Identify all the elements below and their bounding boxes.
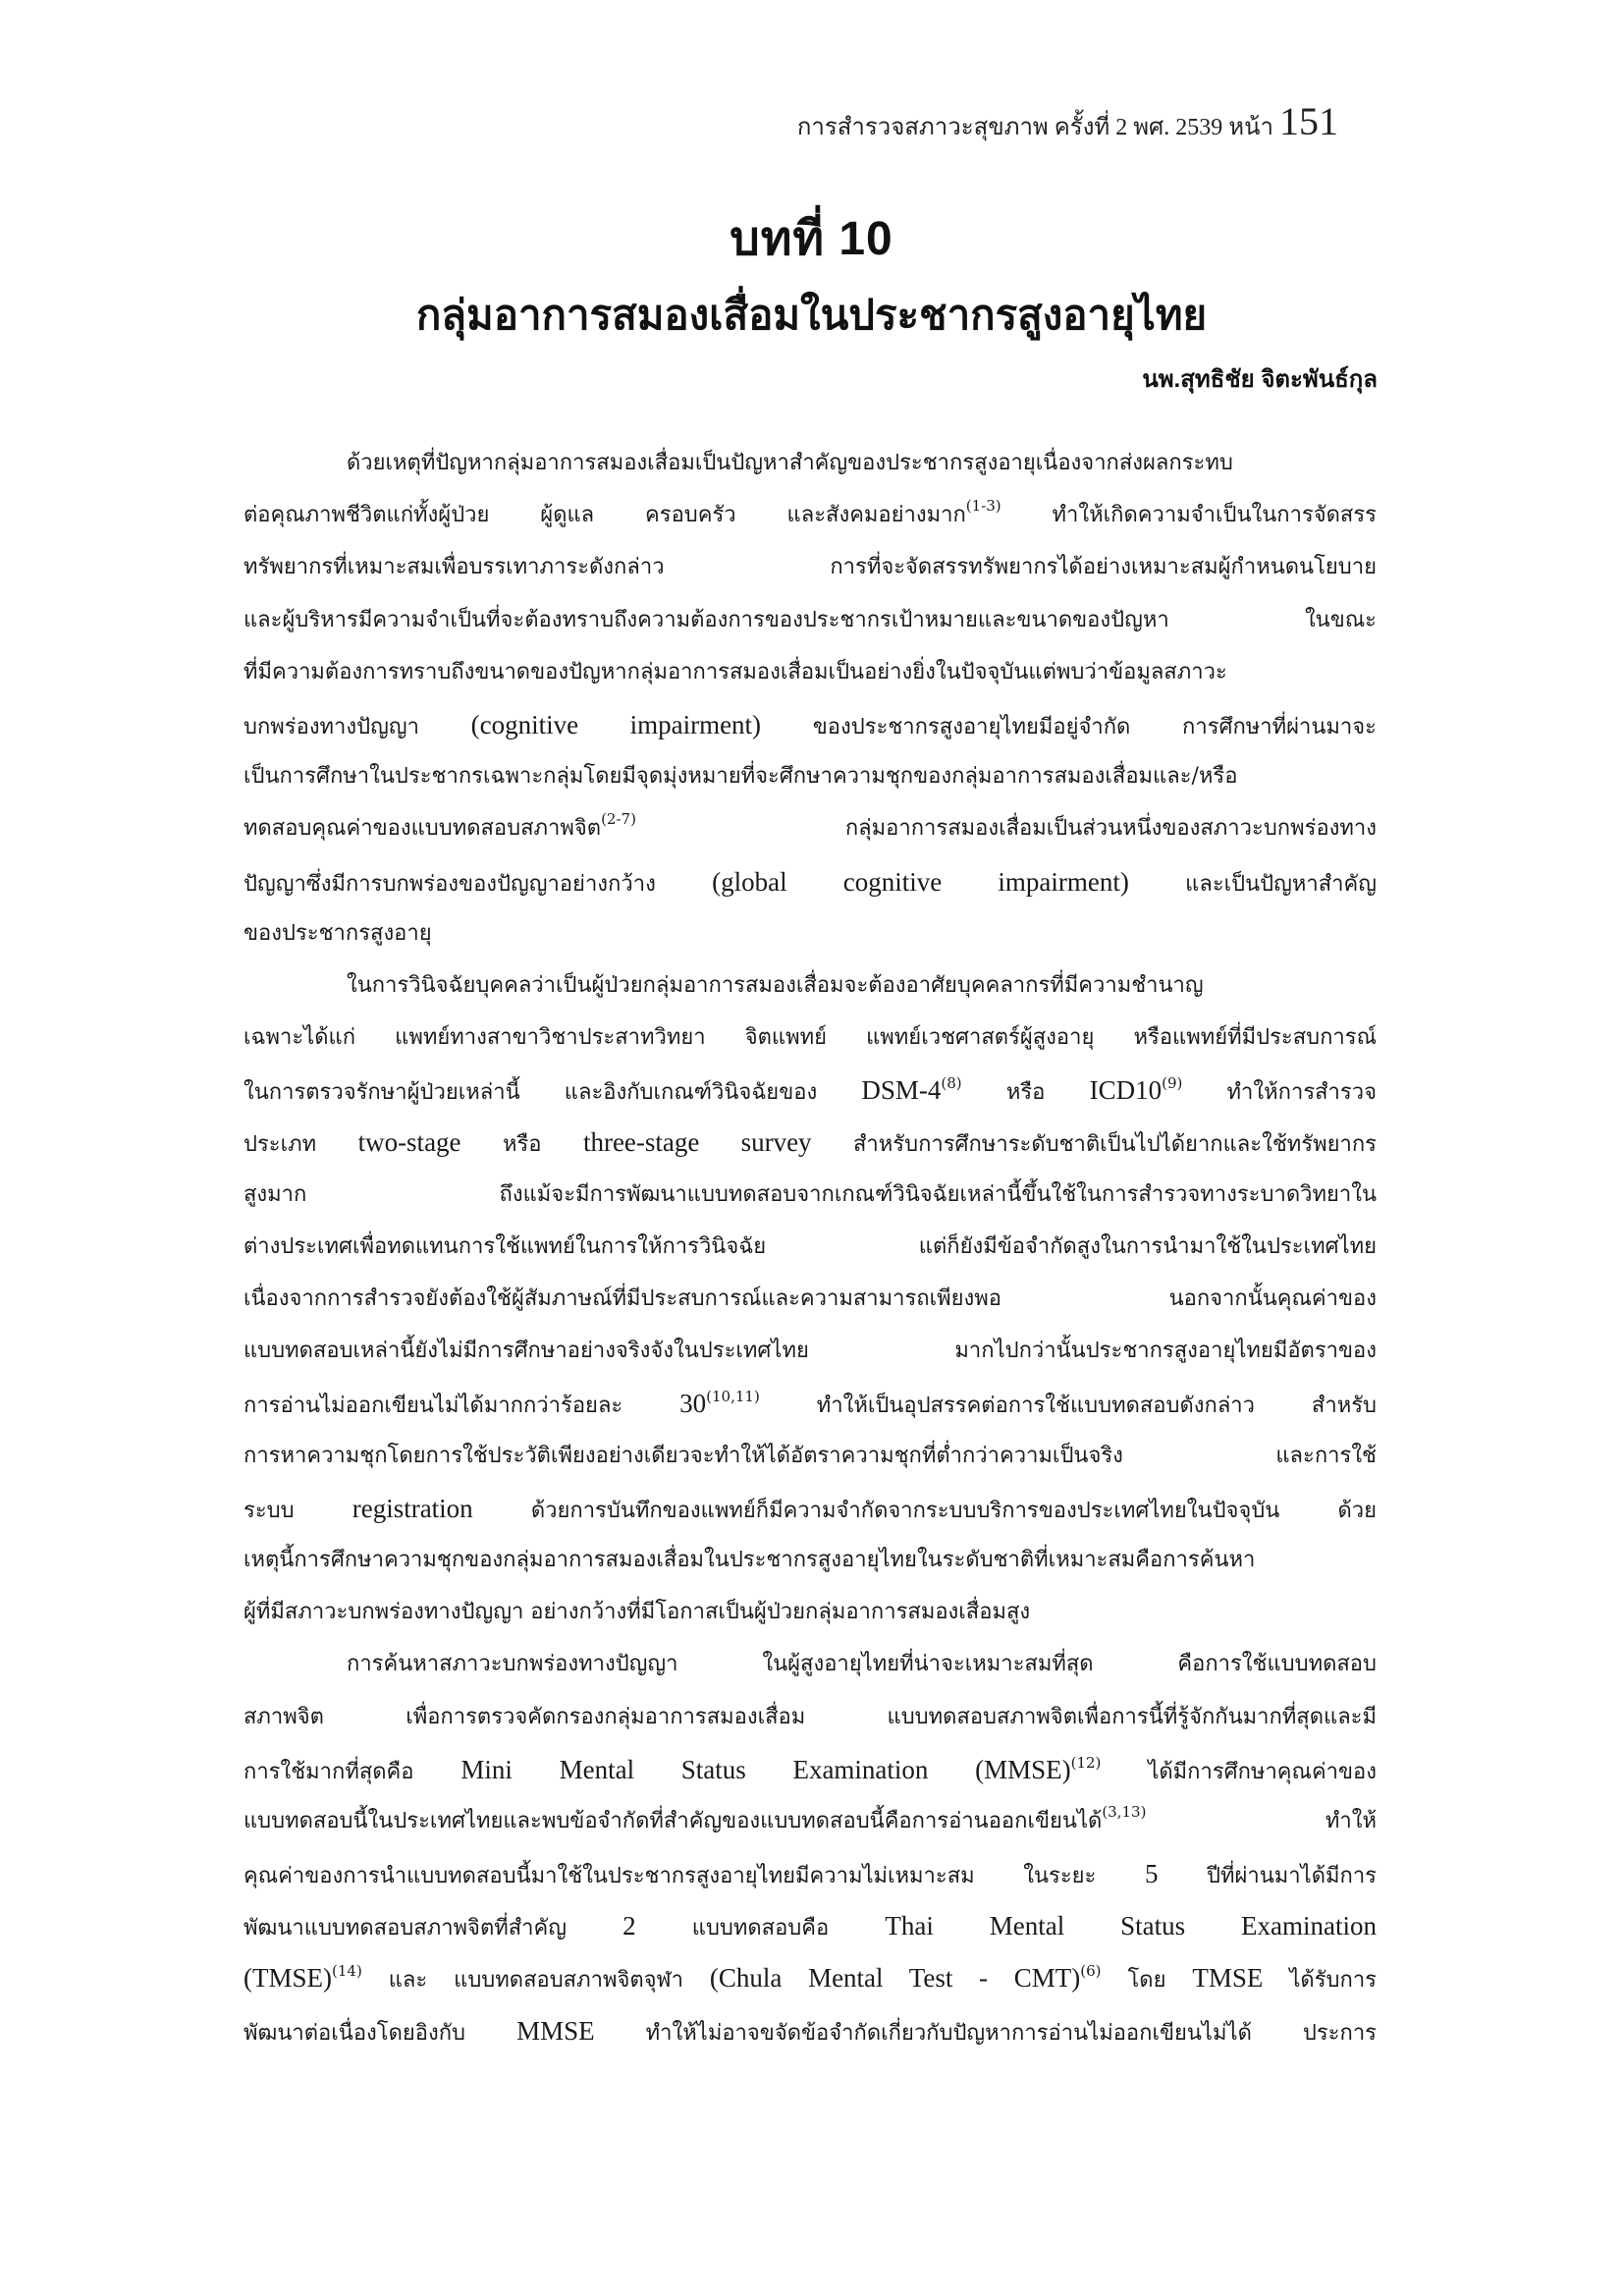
page-number: 151 <box>1279 99 1338 143</box>
text-line <box>243 1175 1377 1228</box>
text-segment: ด้วยเหตุที่ปัญหากลุ่มอาการสมองเสื่อมเป็นปัญหาสำคัญของประชากรสูงอายุเนื่องจากส่งผลกระทบ <box>347 451 1233 475</box>
text-segment: Thai Mental Status Examination <box>885 1911 1377 1941</box>
text-line <box>243 1070 1377 1122</box>
text-segment: หรือ <box>460 1132 583 1158</box>
text-segment: ของประชากรสูงอายุ <box>243 920 432 946</box>
text-segment: Mini Mental Status Examination (MMSE) <box>460 1754 1071 1784</box>
text-segment: โดย <box>1101 1968 1193 1994</box>
text-line <box>243 1280 1377 1332</box>
text-line <box>243 2011 1377 2063</box>
text-segment: หรือ <box>961 1080 1090 1106</box>
text-line <box>243 653 1377 705</box>
text-segment: พัฒนาแบบทดสอบสภาพจิตที่สำคัญ <box>243 1916 623 1941</box>
text-line <box>243 548 1377 600</box>
text-line <box>243 705 1377 757</box>
text-segment: การใช้มากที่สุดคือ <box>243 1759 461 1784</box>
text-segment: ทำให้ <box>1146 1808 1377 1833</box>
chapter-title: กลุ่มอาการสมองเสื่อมในประชากรสูงอายุไทย <box>415 292 1208 338</box>
citation-superscript: (14) <box>332 1962 362 1981</box>
text-segment: ทำให้ไม่อาจขจัดข้อจำกัดเกี่ยวกับปัญหาการอ่านไม่ออกเขียนไม่ได้ ประการ <box>594 2020 1377 2046</box>
text-segment: แบบทดสอบเหล่านี้ยังไม่มีการศึกษาอย่างจริงจังในประเทศไทย มากไปกว่านั้นประชากรสูงอายุไทยมีอัตราของ <box>243 1339 1377 1364</box>
text-segment: ของประชากรสูงอายุไทยมีอยู่จำกัด การศึกษาที่ผ่านมาจะ <box>761 714 1377 739</box>
text-segment: เนื่องจากการสำรวจยังต้องใช้ผู้สัมภาษณ์ที่มีประสบการณ์และความสามารถเพียงพอ นอกจากนั้นคุณค่าของ <box>243 1286 1377 1311</box>
text-segment: (Chula Mental Test - CMT) <box>709 1963 1081 1994</box>
text-line <box>243 496 1377 548</box>
text-segment: ได้มีการศึกษาคุณค่าของ <box>1101 1759 1378 1784</box>
text-segment: พัฒนาต่อเนื่องโดยอิงกับ <box>243 2020 517 2046</box>
text-segment: ที่มีความต้องการทราบถึงขนาดของปัญหากลุ่มอาการสมองเสื่อมเป็นอย่างยิ่งในปัจจุบันแต่พบว่าข้อมูลสภาวะ <box>243 659 1227 684</box>
text-line <box>243 1384 1377 1436</box>
chapter-number: บทที่ 10 <box>730 213 893 265</box>
text-line <box>243 1437 1377 1489</box>
text-segment: (cognitive impairment) <box>470 709 762 739</box>
text-segment: สูงมาก ถึงแม้จะมีการพัฒนาแบบทดสอบจากเกณฑ์วินิจฉัยเหล่านี้ขึ้นใช้ในการสำรวจทางระบาดวิทยาใน <box>243 1181 1377 1207</box>
text-line <box>243 862 1377 914</box>
body-text <box>243 444 1377 2063</box>
text-line <box>243 1228 1377 1280</box>
text-segment: 2 <box>622 1911 636 1941</box>
text-segment: กลุ่มอาการสมองเสื่อมเป็นส่วนหนึ่งของสภาวะบกพร่องทาง <box>635 816 1377 842</box>
citation-superscript: (9) <box>1162 1074 1183 1093</box>
text-segment: ทรัพยากรที่เหมาะสมเพื่อบรรเทาภาระดังกล่าว การที่จะจัดสรรทรัพยากรได้อย่างเหมาะสมผู้กำหนดนโยบาย <box>243 555 1377 580</box>
text-segment: ระบบ <box>243 1498 352 1523</box>
text-segment: DSM-4 <box>861 1075 942 1106</box>
text-segment: ในการตรวจรักษาผู้ป่วยเหล่านี้ และอิงกับเกณฑ์วินิจฉัยของ <box>243 1080 862 1106</box>
running-header <box>797 98 1338 145</box>
text-segment: ปัญญาซึ่งมีการบกพร่องของปัญญาอย่างกว้าง <box>243 871 713 897</box>
text-segment: เป็นการศึกษาในประชากรเฉพาะกลุ่มโดยมีจุดมุ่งหมายที่จะศึกษาความชุกของกลุ่มอาการสมองเสื่อมและ/หรือ <box>243 764 1238 790</box>
text-line <box>243 966 1377 1018</box>
text-segment: และผู้บริหารมีความจำเป็นที่จะต้องทราบถึงความต้องการของประชากรเป้าหมายและขนาดของปัญหา ในขณะ <box>243 607 1377 632</box>
text-segment: ต่างประเทศเพื่อทดแทนการใช้แพทย์ในการให้การวินิจฉัย แต่ก็ยังมีข้อจำกัดสูงในการนำมาใช้ในประเทศไทย <box>243 1233 1377 1259</box>
text-segment: ปีที่ผ่านมาได้มีการ <box>1158 1864 1377 1889</box>
text-segment: ประเภท <box>243 1132 358 1158</box>
text-segment: TMSE <box>1192 1963 1264 1994</box>
text-line <box>243 1489 1377 1541</box>
text-line <box>243 1854 1377 1906</box>
text-segment: ทดสอบคุณค่าของแบบทดสอบสภาพจิต <box>243 816 602 842</box>
text-segment: ผู้ที่มีสภาวะบกพร่องทางปัญญา อย่างกว้างที่มีโอกาสเป็นผู้ป่วยกลุ่มอาการสมองเสื่อมสูง <box>243 1600 1031 1625</box>
text-segment: บกพร่องทางปัญญา <box>243 714 471 739</box>
text-line <box>243 809 1377 861</box>
text-segment: (TMSE) <box>243 1963 332 1994</box>
citation-superscript: (6) <box>1080 1962 1102 1981</box>
text-segment: registration <box>352 1493 473 1523</box>
text-segment: แบบทดสอบนี้ในประเทศไทยและพบข้อจำกัดที่สำคัญของแบบทดสอบนี้คือการอ่านออกเขียนได้ <box>243 1808 1103 1833</box>
text-line <box>243 1906 1377 1958</box>
text-segment: แบบทดสอบคือ <box>635 1916 886 1941</box>
text-line <box>243 1593 1377 1645</box>
text-segment: ด้วยการบันทึกของแพทย์ก็มีความจำกัดจากระบบบริการของประเทศไทยในปัจจุบัน ด้วย <box>472 1498 1377 1523</box>
text-line <box>243 914 1377 966</box>
text-segment: 5 <box>1144 1859 1159 1889</box>
text-line <box>243 444 1377 496</box>
text-segment: MMSE <box>516 2015 595 2046</box>
text-segment: สำหรับการศึกษาระดับชาติเป็นไปได้ยากและใช้ทรัพยากร <box>811 1132 1377 1158</box>
text-segment: (global cognitive impairment) <box>712 866 1129 897</box>
citation-superscript: (2-7) <box>601 810 636 829</box>
text-segment: ทำให้เป็นอุปสรรคต่อการใช้แบบทดสอบดังกล่าว สำหรับ <box>759 1394 1377 1419</box>
citation-superscript: (10,11) <box>706 1388 760 1406</box>
text-segment: ICD10 <box>1089 1075 1163 1106</box>
text-segment: ทำให้เกิดความจำเป็นในการจัดสรร <box>1001 503 1377 528</box>
text-line <box>243 1958 1377 2010</box>
citation-superscript: (12) <box>1070 1753 1102 1772</box>
citation-superscript: (8) <box>941 1074 962 1093</box>
text-segment: และ แบบทดสอบสภาพจิตจุฬา <box>361 1968 710 1994</box>
text-segment: สภาพจิต เพื่อการตรวจคัดกรองกลุ่มอาการสมองเสื่อม แบบทดสอบสภาพจิตเพื่อการนี้ที่รู้จักกันมากที่สุดและมี <box>243 1704 1377 1729</box>
text-line <box>243 1645 1377 1697</box>
text-segment: ต่อคุณภาพชีวิตแก่ทั้งผู้ป่วย ผู้ดูแล ครอบครัว และสังคมอย่างมาก <box>243 503 966 528</box>
text-line <box>243 1750 1377 1802</box>
text-segment: two-stage <box>357 1127 461 1158</box>
text-line <box>243 1332 1377 1384</box>
text-segment: ทำให้การสำรวจ <box>1182 1080 1377 1106</box>
text-line <box>243 601 1377 653</box>
text-line <box>243 757 1377 809</box>
text-segment: เฉพาะได้แก่ แพทย์ทางสาขาวิชาประสาทวิทยา จิตแพทย์ แพทย์เวชศาสตร์ผู้สูงอายุ หรือแพทย์ที่มีประสบการณ์ <box>243 1025 1377 1051</box>
citation-superscript: (1-3) <box>965 497 1001 516</box>
text-line <box>243 1018 1377 1070</box>
text-segment: การอ่านไม่ออกเขียนไม่ได้มากกว่าร้อยละ <box>243 1394 680 1419</box>
text-segment: และเป็นปัญหาสำคัญ <box>1128 871 1377 897</box>
text-segment: 30 <box>679 1389 707 1419</box>
text-segment: เหตุนี้การศึกษาความชุกของกลุ่มอาการสมองเสื่อมในประชากรสูงอายุไทยในระดับชาติที่เหมาะสมคือการค้นหา <box>243 1547 1256 1572</box>
text-segment: three-stage survey <box>582 1127 812 1158</box>
text-line <box>243 1122 1377 1175</box>
text-line <box>243 1698 1377 1750</box>
text-segment: การค้นหาสภาวะบกพร่องทางปัญญา ในผู้สูงอายุไทยที่น่าจะเหมาะสมที่สุด คือการใช้แบบทดสอบ <box>347 1652 1377 1677</box>
text-segment: ได้รับการ <box>1263 1968 1377 1994</box>
text-segment: ในการวินิจฉัยบุคคลว่าเป็นผู้ป่วยกลุ่มอาการสมองเสื่อมจะต้องอาศัยบุคคลากรที่มีความชำนาญ <box>347 972 1204 998</box>
text-line <box>243 1802 1377 1854</box>
author-name: นพ.สุทธิชัย จิตะพันธ์กุล <box>1142 366 1378 393</box>
citation-superscript: (3,13) <box>1102 1802 1147 1821</box>
running-header-title: การสำรวจสภาวะสุขภาพ ครั้งที่ 2 พศ. 2539 หน้า <box>796 115 1273 140</box>
text-segment: การหาความชุกโดยการใช้ประวัติเพียงอย่างเดียวจะทำให้ได้อัตราความชุกที่ต่ำกว่าความเป็นจริง และการใช้ <box>243 1443 1377 1468</box>
text-line <box>243 1541 1377 1593</box>
text-segment: คุณค่าของการนำแบบทดสอบนี้มาใช้ในประชากรสูงอายุไทยมีความไม่เหมาะสม ในระยะ <box>243 1864 1145 1889</box>
